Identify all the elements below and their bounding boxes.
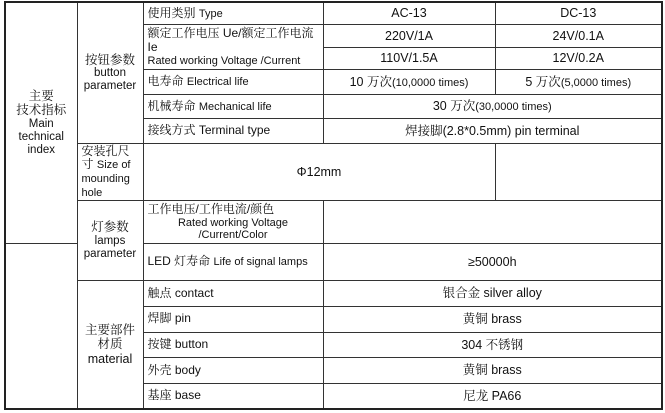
param-hole	[77, 143, 143, 201]
param-rated-en: Rated working Voltage /Current	[147, 54, 301, 67]
value-base: 尼龙 PA66	[323, 383, 662, 409]
row-hole	[5, 143, 662, 201]
group-button-cell	[77, 2, 143, 143]
param-rated	[143, 25, 323, 70]
value-elife-ac-num: 10 万次	[349, 74, 392, 89]
param-base	[143, 383, 323, 409]
param-type-en: Type	[198, 7, 223, 20]
param-mlife-zh: 机械寿命	[147, 98, 196, 113]
param-body-zh: 外壳	[147, 362, 172, 377]
param-terminal-en: Terminal type	[198, 123, 271, 138]
category-zh: 主要 技术指标	[16, 89, 67, 118]
param-body	[143, 358, 323, 384]
param-button-mat-en: button	[174, 336, 209, 351]
value-rated-dc1: 24V/0.1A	[495, 25, 662, 48]
param-elife-zh: 电寿命	[147, 73, 184, 88]
group-lamps-zh: 灯参数	[91, 220, 129, 235]
param-type-zh: 使用类别	[147, 5, 196, 20]
value-pin: 黄铜 brass	[323, 306, 662, 332]
value-mlife-num: 30 万次	[432, 99, 476, 114]
value-elife-ac	[323, 70, 495, 95]
value-terminal: 焊接脚(2.8*0.5mm) pin terminal	[323, 119, 662, 144]
param-base-zh: 基座	[147, 387, 172, 402]
param-pin	[143, 306, 323, 332]
param-led-life-zh: LED 灯寿命	[147, 254, 211, 269]
param-hole-zh: 安装孔尺寸	[81, 143, 130, 172]
value-elife-ac-en: (10,0000 times)	[391, 76, 469, 89]
category-cell-continued	[5, 244, 77, 409]
value-elife-dc-en: (5,0000 times)	[560, 76, 632, 89]
value-mlife-en: (30,0000 times)	[475, 101, 552, 114]
group-lamps-en: lamps parameter	[83, 234, 137, 261]
param-type	[143, 2, 323, 25]
value-rated-ac1: 220V/1A	[323, 25, 495, 48]
value-mlife	[323, 94, 662, 119]
param-contact-en: contact	[174, 285, 214, 300]
value-body: 黄铜 brass	[323, 358, 662, 384]
param-mlife-en: Mechanical life	[198, 100, 272, 113]
param-lamp-vc-zh: 工作电压/工作电流/颜色	[147, 201, 275, 216]
param-base-en: base	[174, 387, 201, 402]
param-pin-en: pin	[174, 311, 191, 326]
value-led-life: ≥50000h	[323, 244, 662, 281]
value-rated-ac2: 110V/1.5A	[323, 47, 495, 70]
value-hole: Φ12mm	[143, 143, 495, 201]
param-contact	[143, 281, 323, 307]
category-en: Main technical index	[18, 117, 64, 157]
param-elife-en: Electrical life	[186, 75, 249, 88]
category-cell	[5, 2, 77, 244]
param-pin-zh: 焊脚	[147, 311, 172, 326]
value-lamp-vc	[323, 201, 662, 244]
value-type-ac: AC-13	[323, 2, 495, 25]
param-button-mat-zh: 按键	[147, 336, 172, 351]
group-button-en: button parameter	[83, 66, 137, 93]
param-led-life-en: Life of signal lamps	[213, 256, 308, 269]
param-rated-zh: 额定工作电压 Ue/额定工作电流 Ie	[147, 25, 314, 54]
value-button-mat: 304 不锈钢	[323, 332, 662, 358]
spec-table	[4, 1, 663, 410]
param-button-mat	[143, 332, 323, 358]
group-material-en: material	[87, 351, 133, 366]
param-body-en: body	[174, 362, 201, 377]
param-elife	[143, 70, 323, 95]
param-led-life	[143, 244, 323, 281]
value-elife-dc	[495, 70, 662, 95]
value-rated-dc2: 12V/0.2A	[495, 47, 662, 70]
row-contact	[5, 281, 662, 307]
group-material-zh: 主要部件 材质	[84, 323, 135, 352]
group-material-cell	[77, 281, 143, 409]
row-type	[5, 2, 662, 25]
value-contact: 银合金 silver alloy	[323, 281, 662, 307]
param-contact-zh: 触点	[147, 285, 172, 300]
row-lamp-vc	[5, 201, 662, 244]
param-hole-en: Size of mounding hole	[81, 159, 131, 199]
param-mlife	[143, 94, 323, 119]
param-lamp-vc-en: Rated working Voltage /Current/Color	[177, 216, 289, 242]
param-lamp-vc	[143, 201, 323, 244]
param-terminal	[143, 119, 323, 144]
group-lamps-cell	[77, 201, 143, 281]
value-type-dc: DC-13	[495, 2, 662, 25]
value-elife-dc-num: 5 万次	[525, 74, 561, 89]
group-button-zh: 按钮参数	[84, 52, 135, 67]
param-terminal-zh: 接线方式	[147, 123, 196, 138]
